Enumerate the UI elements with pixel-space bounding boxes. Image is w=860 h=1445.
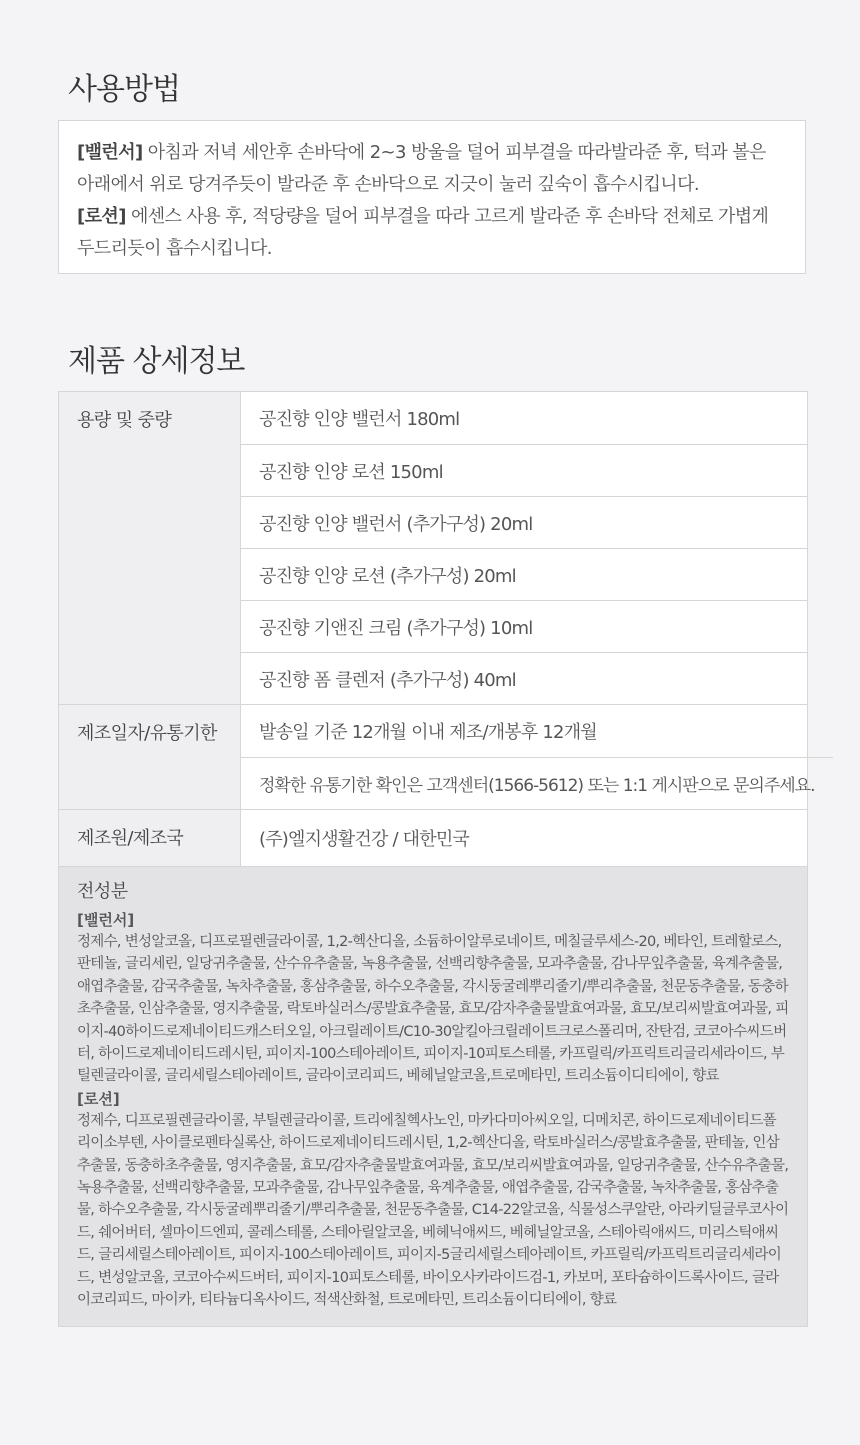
- spec-values-volume: [241, 392, 807, 704]
- spec-cell: 공진향 인양 밸런서 180ml: [259, 409, 460, 430]
- spec-cell: 공진향 기앤진 크림 (추가구성) 10ml: [241, 600, 807, 652]
- ingredients-lotion-tag: [로션]: [77, 1089, 120, 1108]
- spec-cell: 공진향 폼 클렌저 (추가구성) 40ml: [241, 652, 807, 704]
- spec-label-expiry: 제조일자/유통기한: [59, 705, 241, 809]
- ingredients-block: [59, 866, 807, 1326]
- spec-values-maker: [241, 810, 807, 866]
- spec-label-volume: 용량 및 중량: [59, 392, 241, 704]
- ingredients-balancer-text: 정제수, 변성알코올, 디프로필렌글라이콜, 1,2-헥산디올, 소듐하이알루로네이트, 메칠글루세스-20, 베타인, 트레할로스, 판테놀, 글리세린, 일당귀추출물, 산수유추출물, 녹용추출물, 선백리향추출물, 모과추출물, 감나무잎추출물, 육계추출물, 애엽추출물, 감국추출물, 녹차추출물, 홍삼추출물, 하수오추출물, 각시둥굴레뿌리줄기/뿌리추출물, 천문동추출물, 동충하초추출물, 인삼추출물, 영지추출물, 락토바실러스/콩발효추출물, 효모/감자추출물발효여과물, 효모/보리씨발효여과물, 피이지-40하이드로제네이티드캐스터오일, 아크릴레이트/C10-30알킬아크릴레이트크로스폴리머, 잔탄검, 코코아수씨드버터, 하이드로제네이티드레시틴, 피이지-100스테아레이트, 피이지-10피토스테롤, 카프릴릭/카프릭트리글리세라이드, 부틸렌글라이콜, 글리세릴스테아레이트, 글라이코리피드, 베헤닐알코올,트로메타민, 트리소듐이디티에이, 향료: [77, 934, 789, 1085]
- usage-balancer: [77, 137, 787, 201]
- spec-cell: 정확한 유통기한 확인은 고객센터(1566-5612) 또는 1:1 게시판으로 문의주세요.: [241, 757, 833, 809]
- usage-balancer-tag: [밸런서]: [77, 142, 143, 163]
- ingredients-title: 전성분: [77, 881, 128, 902]
- ingredients-lotion-text: 정제수, 디프로필렌글라이콜, 부틸렌글라이콜, 트리에칠헥사노인, 마카다미아씨오일, 디메치콘, 하이드로제네이티드폴리이소부텐, 사이클로펜타실록산, 하이드로제네이티드레시틴, 1,2-헥산디올, 락토바실러스/콩발효추출물, 판테놀, 인삼추출물, 동충하초추출물, 영지추출물, 효모/감자추출물발효여과물, 효모/보리씨발효여과물, 일당귀추출물, 산수유추출물, 녹용추출물, 선백리향추출물, 모과추출물, 감나무잎추출물, 육계추출물, 애엽추출물, 감국추출물, 녹차추출물, 홍삼추출물, 하수오추출물, 각시둥굴레뿌리줄기/뿌리추출물, 천문동추출물, C14-22알코올, 식물성스쿠알란, 아라키딜글루코사이드, 쉐어버터, 셀마이드엔피, 콜레스테롤, 스테아릴알코올, 베헤닉애씨드, 베헤닐알코올, 스테아릭애씨드, 미리스틱애씨드, 글리세릴스테아레이트, 피이지-100스테아레이트, 피이지-5글리세릴스테아레이트, 카프릴릭/카프릭트리글리세라이드, 변성알코올, 코코아수씨드버터, 피이지-10피토스테롤, 바이오사카라이드검-1, 카보머, 포타슘하이드록사이드, 글라이코리피드, 마이카, 티타늄디옥사이드, 적색산화철, 트로메타민, 트리소듐이디티에이, 향료: [77, 1112, 789, 1309]
- usage-lotion: [77, 201, 787, 265]
- spec-cell: (주)엘지생활건강 / 대한민국: [259, 829, 470, 850]
- usage-balancer-text: 아침과 저녁 세안후 손바닥에 2~3 방울을 덜어 피부결을 따라발라준 후, 턱과 볼은 아래에서 위로 당겨주듯이 발라준 후 손바닥으로 지긋이 눌러 깊숙이 흡수시킵니다.: [77, 142, 766, 195]
- spec-cell: 공진향 인양 로션 150ml: [241, 444, 807, 496]
- spec-row-maker: [59, 809, 807, 866]
- usage-title: 사용방법: [68, 72, 180, 107]
- spec-row-volume: [59, 392, 807, 704]
- spec-cell: 발송일 기준 12개월 이내 제조/개봉후 12개월: [259, 722, 597, 743]
- usage-lotion-tag: [로션]: [77, 206, 126, 227]
- spec-cell: 공진향 인양 밸런서 (추가구성) 20ml: [241, 496, 807, 548]
- spec-table: [58, 391, 815, 1327]
- ingredients-balancer-tag: [밸런서]: [77, 911, 135, 929]
- spec-values-expiry: [241, 705, 833, 809]
- spec-row-expiry: [59, 704, 815, 809]
- usage-lotion-text: 에센스 사용 후, 적당량을 덜어 피부결을 따라 고르게 발라준 후 손바닥 전체로 가볍게 두드리듯이 흡수시킵니다.: [77, 206, 769, 259]
- usage-box: [58, 120, 806, 274]
- spec-cell: 공진향 인양 로션 (추가구성) 20ml: [241, 548, 807, 600]
- spec-label-maker: 제조원/제조국: [59, 810, 241, 866]
- detail-title: 제품 상세정보: [68, 344, 245, 379]
